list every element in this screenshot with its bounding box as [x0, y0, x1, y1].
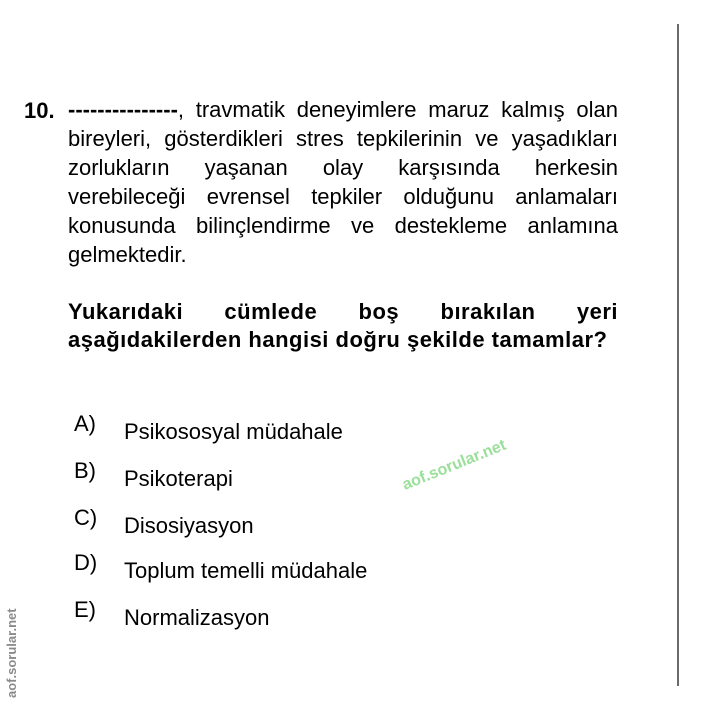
question-number: 10. [24, 98, 55, 123]
question-blank: --------------- [68, 97, 178, 122]
option-letter: E) [74, 597, 96, 622]
option-letter: B) [74, 458, 96, 483]
option-a[interactable] [0, 411, 660, 451]
question-stem-text: , travmatik deneyimlere maruz kalmış olan bireyleri, gösterdikleri stres tepkilerinin ve yaşadıkları zorlukların yaşanan olay karşısında herkesin verebileceği evrensel tepkiler olduğunu anlamaları konusunda bilinçlendirme ve destekleme anlamına gelmektedir. [68, 97, 618, 267]
question-prompt: Yukarıdaki cümlede boş bırakılan yeri aşağıdakilerden hangisi doğru şekilde tamamlar? [68, 299, 618, 352]
option-letter: D) [74, 550, 98, 575]
option-c[interactable] [0, 505, 660, 545]
option-text: Toplum temelli müdahale [124, 558, 368, 583]
option-text: Psikososyal müdahale [124, 419, 343, 444]
option-d[interactable] [0, 550, 660, 590]
option-letter: C) [74, 505, 98, 530]
side-watermark: aof.sorular.net [4, 608, 19, 698]
option-text: Psikoterapi [124, 466, 233, 491]
option-e[interactable] [0, 597, 660, 637]
option-text: Disosiyasyon [124, 513, 254, 538]
center-watermark: aof.sorular.net [400, 436, 509, 494]
option-letter: A) [74, 411, 96, 436]
option-b[interactable] [0, 458, 660, 498]
option-text: Normalizasyon [124, 605, 270, 630]
